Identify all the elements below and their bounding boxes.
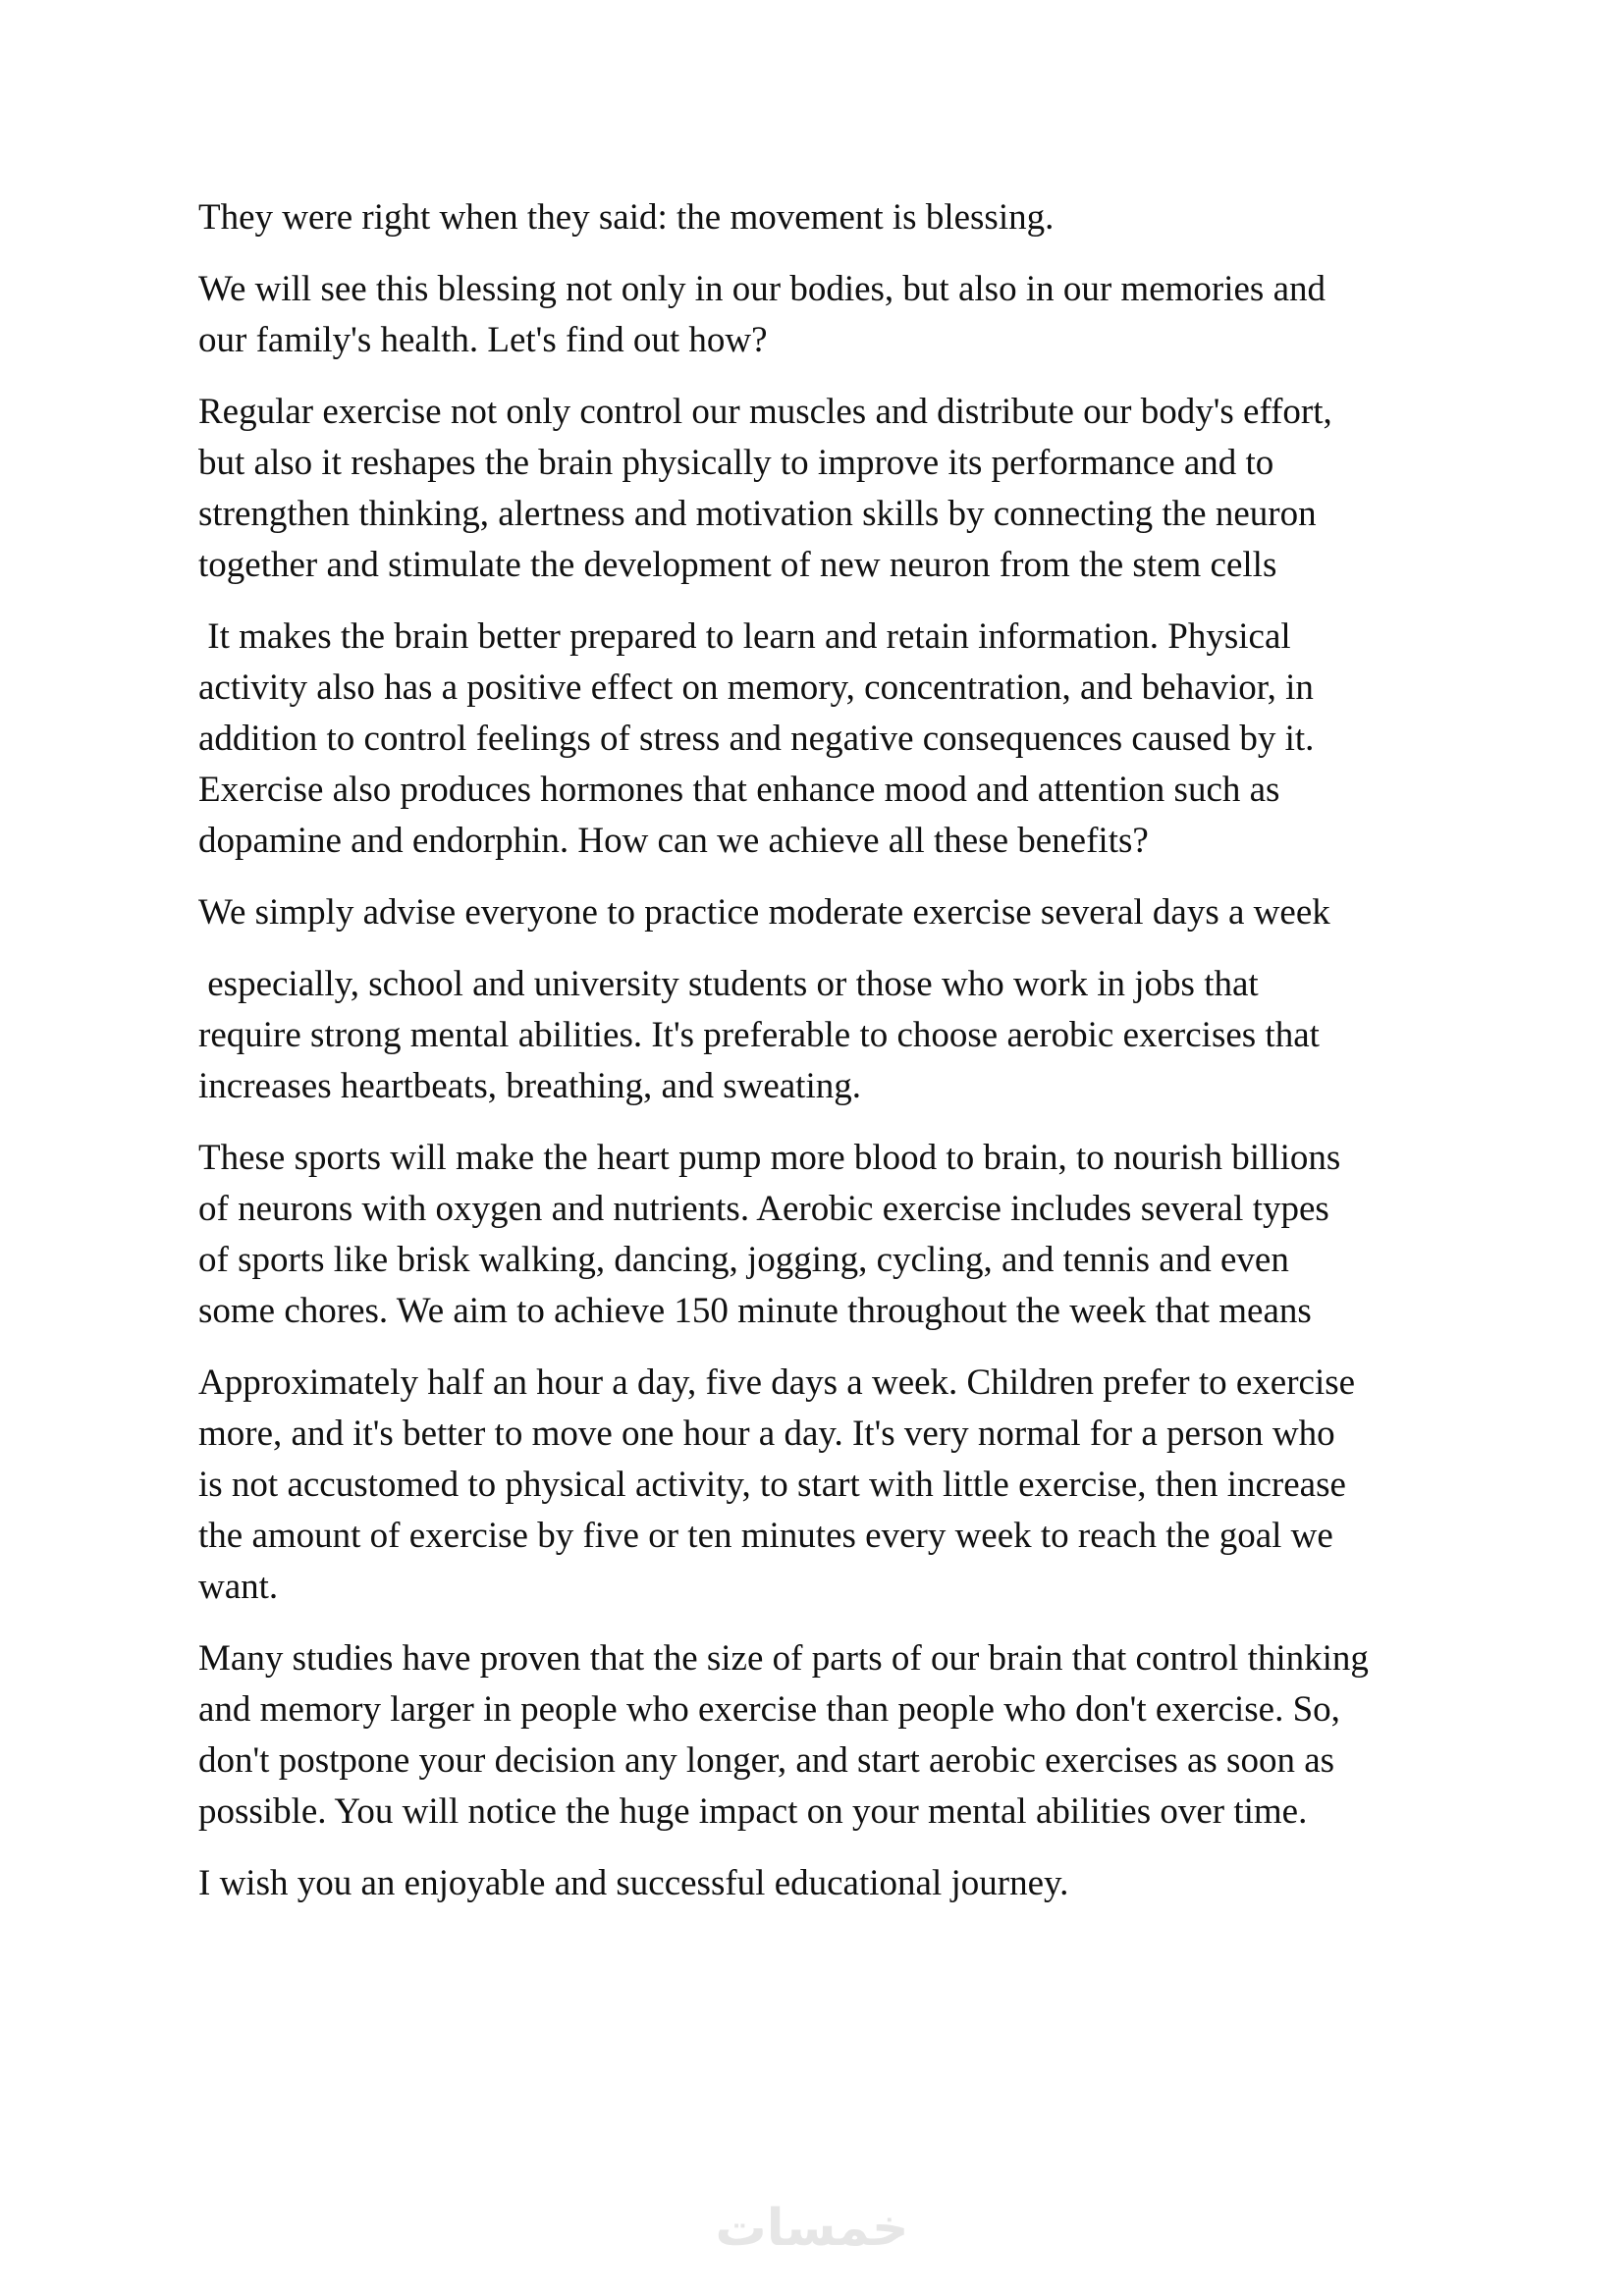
paragraph — [198, 1633, 1465, 1838]
text-line: some chores. We aim to achieve 150 minute throughout the week that means — [198, 1291, 1312, 1331]
paragraph — [198, 1858, 1465, 1909]
paragraph — [198, 1133, 1465, 1337]
text-line: is not accustomed to physical activity, to start with little exercise, then increase — [198, 1465, 1346, 1505]
text-line: but also it reshapes the brain physically to improve its performance and to — [198, 443, 1274, 483]
text-line: These sports will make the heart pump more blood to brain, to nourish billions — [198, 1138, 1341, 1178]
text-line: Exercise also produces hormones that enhance mood and attention such as — [198, 770, 1280, 810]
text-line: We simply advise everyone to practice moderate exercise several days a week — [198, 892, 1330, 933]
text-line: want. — [198, 1567, 279, 1607]
text-line: possible. You will notice the huge impact on your mental abilities over time. — [198, 1791, 1308, 1832]
text-line: dopamine and endorphin. How can we achieve all these benefits? — [198, 821, 1149, 861]
text-line: increases heartbeats, breathing, and sweating. — [198, 1066, 861, 1106]
text-line: activity also has a positive effect on memory, concentration, and behavior, in — [198, 667, 1314, 708]
text-line: addition to control feelings of stress and negative consequences caused by it. — [198, 719, 1315, 759]
text-line: of neurons with oxygen and nutrients. Aerobic exercise includes several types — [198, 1189, 1329, 1229]
text-line: and memory larger in people who exercise than people who don't exercise. So, — [198, 1689, 1340, 1730]
text-line: more, and it's better to move one hour a day. It's very normal for a person who — [198, 1414, 1335, 1454]
text-line: They were right when they said: the movement is blessing. — [198, 197, 1055, 238]
text-line: strengthen thinking, alertness and motivation skills by connecting the neuron — [198, 494, 1317, 534]
paragraph — [198, 1358, 1465, 1613]
watermark-logo: خمسات — [715, 2199, 909, 2258]
text-line: It makes the brain better prepared to learn and retain information. Physical — [198, 616, 1291, 657]
paragraph — [198, 959, 1465, 1112]
paragraph — [198, 264, 1465, 366]
text-line: of sports like brisk walking, dancing, jogging, cycling, and tennis and even — [198, 1240, 1289, 1280]
paragraph — [198, 192, 1465, 243]
paragraph — [198, 387, 1465, 591]
text-line: together and stimulate the development of new neuron from the stem cells — [198, 545, 1277, 585]
text-line: Approximately half an hour a day, five days a week. Children prefer to exercise — [198, 1362, 1356, 1403]
text-line: Regular exercise not only control our muscles and distribute our body's effort, — [198, 392, 1332, 432]
text-line: We will see this blessing not only in our bodies, but also in our memories and — [198, 269, 1326, 309]
text-line: the amount of exercise by five or ten minutes every week to reach the goal we — [198, 1516, 1333, 1556]
text-line: don't postpone your decision any longer, and start aerobic exercises as soon as — [198, 1740, 1335, 1781]
paragraph — [198, 612, 1465, 867]
text-line: require strong mental abilities. It's preferable to choose aerobic exercises that — [198, 1015, 1320, 1055]
text-line: especially, school and university students or those who work in jobs that — [198, 964, 1259, 1004]
text-line: Many studies have proven that the size of parts of our brain that control thinking — [198, 1638, 1369, 1679]
text-line: I wish you an enjoyable and successful educational journey. — [198, 1863, 1069, 1903]
paragraph — [198, 887, 1465, 938]
document-body — [198, 192, 1465, 1930]
text-line: our family's health. Let's find out how? — [198, 320, 768, 360]
